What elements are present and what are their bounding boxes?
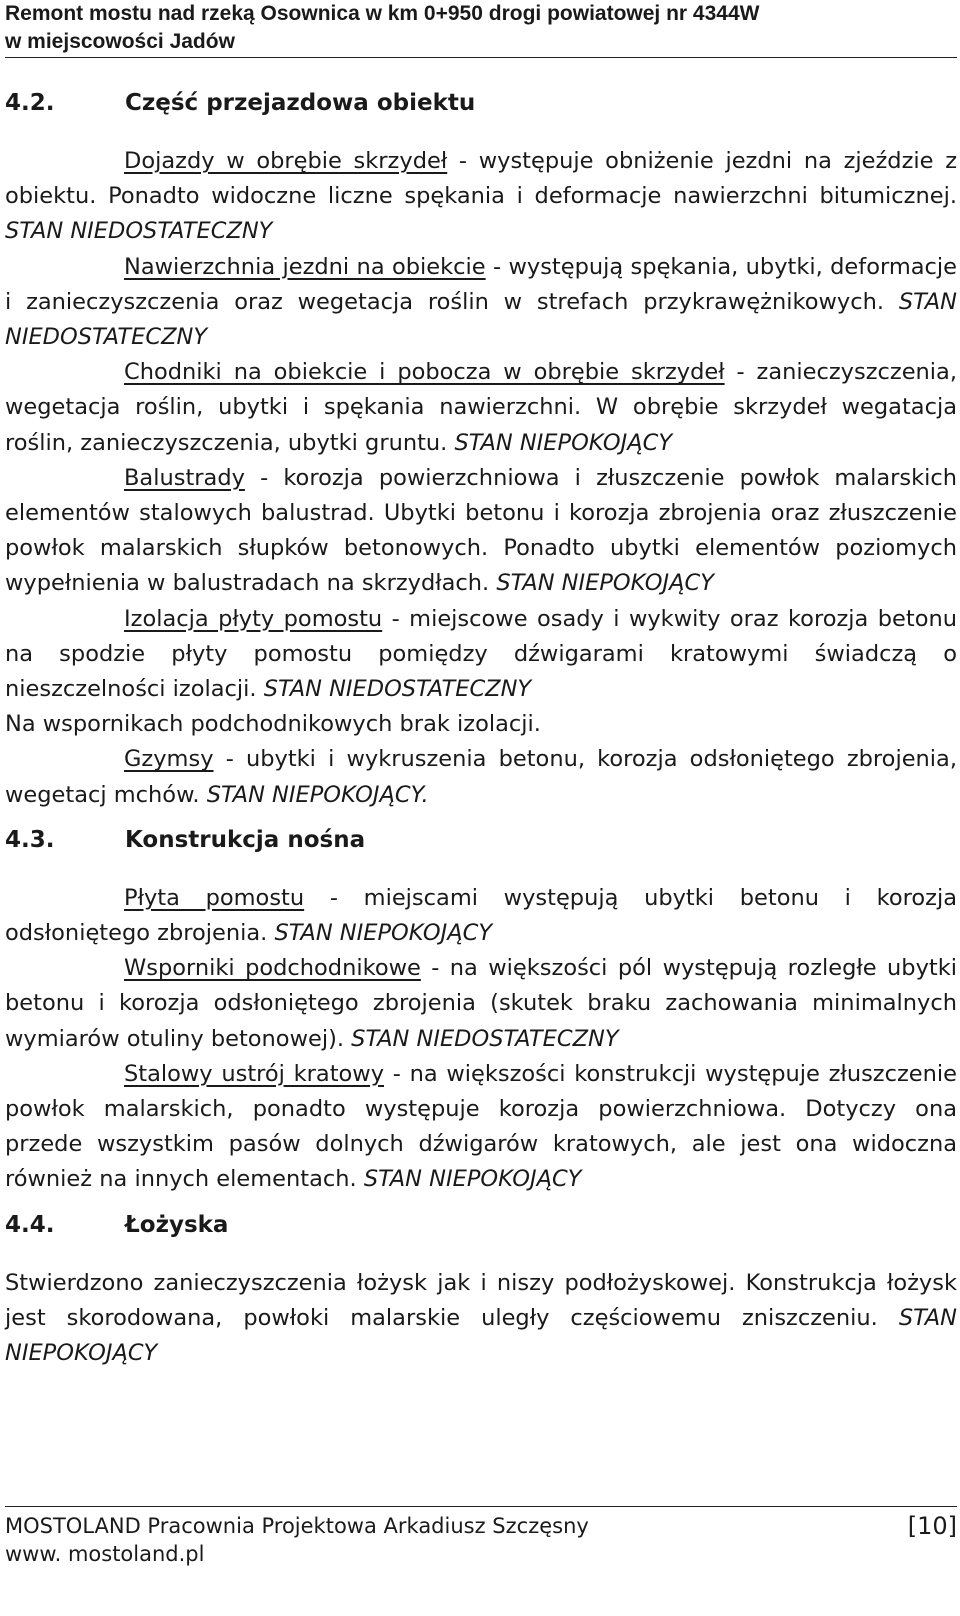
paragraph-nawierzchnia (5, 250, 957, 356)
state-label: STAN NIEDOSTATECZNY (5, 218, 273, 245)
footer-website: www. mostoland.pl (5, 1542, 205, 1566)
section-title: Część przejazdowa obiektu (125, 90, 476, 116)
footer-company: MOSTOLAND Pracownia Projektowa Arkadiusz Szczęsny (5, 1514, 589, 1538)
header-divider (5, 57, 957, 58)
item-text: - występują spękania, ubytki, deformacje i zanieczyszczenia oraz wegetacja roślin w strefach przykrawężnikowych. (5, 253, 957, 315)
item-term: Płyta pomostu (124, 884, 305, 911)
paragraph-ustroj (5, 1057, 957, 1198)
paragraph-lozyska (5, 1266, 957, 1372)
section-title: Łożyska (125, 1211, 229, 1238)
state-label: STAN NIEPOKOJĄCY (496, 570, 714, 597)
item-text: - korozja powierzchniowa i złuszczenie powłok malarskich elementów stalowych balustrad. Ubytki betonu i korozja zbrojenia oraz złuszczenie powłok malarskich słupków betonowych. Ponadto ubytki elementów poziomych wypełnienia w balustradach na skrzydłach. (5, 464, 957, 597)
item-term: Izolacja płyty pomostu (124, 605, 383, 632)
state-label: STAN NIEPOKOJĄCY (454, 429, 673, 456)
item-term: Nawierzchnia jezdni na obiekcie (124, 253, 486, 280)
paragraph-izolacja (5, 602, 957, 708)
page-header (5, 0, 960, 56)
item-text: - miejscowe osady i wykwity oraz korozja betonu na spodzie płyty pomostu pomiędzy dźwigarami kratowymi świadczą o nieszczelności izolacji. (5, 605, 957, 703)
paragraph-wsporniki (5, 951, 957, 1057)
section-heading-4-3 (5, 823, 957, 857)
state-label: STAN NIEDOSTATECZNY (263, 676, 532, 703)
paragraph-note-wsporniki: Na wspornikach podchodnikowych brak izolacji. (5, 711, 541, 738)
footer-divider (5, 1506, 957, 1507)
item-text: Stwierdzono zanieczyszczenia łożysk jak i niszy podłożyskowej. Konstrukcja łożysk jest skorodowana, powłoki malarskie uległy częściowemu zniszczeniu. (5, 1269, 957, 1331)
item-text: - na większości pól występują rozległe ubytki betonu i korozja odsłoniętego zbrojenia (skutek braku zachowania minimalnych wymiarów otuliny betonowej). (5, 955, 957, 1052)
paragraph-chodniki (5, 355, 957, 461)
state-label: STAN NIEPOKOJĄCY. (206, 781, 429, 808)
item-term: Stalowy ustrój kratowy (124, 1060, 385, 1087)
item-text: - występuje obniżenie jezdni na zjeździe z obiektu. Ponadto widoczne liczne spękania i deformacje nawierzchni bitumicznej. (5, 148, 958, 210)
state-label: STAN NIEPOKOJĄCY (363, 1166, 582, 1193)
state-label: STAN NIEDOSTATECZNY (5, 288, 957, 351)
item-text: - miejscami występują ubytki betonu i korozja odsłoniętego zbrojenia. (5, 884, 958, 947)
section-number: 4.3. (5, 826, 55, 853)
item-text: - zanieczyszczenia, wegetacja roślin, ubytki i spękania nawierzchni. W obrębie skrzydeł wegatacja roślin, zanieczyszczenia, ubytki gruntu. (5, 359, 957, 456)
state-label: STAN NIEDOSTATECZNY (351, 1025, 619, 1052)
item-term: Gzymsy (124, 746, 214, 773)
section-heading-4-2 (5, 86, 957, 120)
document-body (5, 86, 957, 1371)
paragraph-balustrady (5, 461, 957, 602)
section-number: 4.4. (5, 1211, 55, 1238)
paragraph-gzymsy (5, 742, 957, 812)
header-title-line1: Remont mostu nad rzeką Osownica w km 0+950 drogi powiatowej nr 4344W (5, 2, 760, 25)
state-label: STAN NIEPOKOJĄCY (5, 1304, 957, 1367)
page-footer (5, 1512, 957, 1568)
item-term: Chodniki na obiekcie i pobocza w obrębie skrzydeł (124, 359, 725, 386)
header-title-line2: w miejscowości Jadów (5, 30, 235, 53)
section-number: 4.2. (5, 90, 55, 116)
section-heading-4-4 (5, 1208, 957, 1242)
item-text: - ubytki i wykruszenia betonu, korozja odsłoniętego zbrojenia, wegetacj mchów. (5, 746, 957, 808)
item-term: Balustrady (124, 464, 245, 491)
page-number: [10] (907, 1512, 957, 1540)
item-text: - na większości konstrukcji występuje złuszczenie powłok malarskich, ponadto występuje korozja powierzchniowa. Dotyczy ona przede wszystkim pasów dolnych dźwigarów kratowych, ale jest ona widoczna również na innych elementach. (5, 1060, 957, 1193)
section-title: Konstrukcja nośna (125, 826, 366, 853)
state-label: STAN NIEPOKOJĄCY (274, 920, 493, 947)
item-term: Wsporniki podchodnikowe (124, 955, 421, 982)
paragraph-dojazdy (5, 144, 957, 250)
paragraph-plyta (5, 881, 957, 951)
item-term: Dojazdy w obrębie skrzydeł (124, 148, 448, 174)
